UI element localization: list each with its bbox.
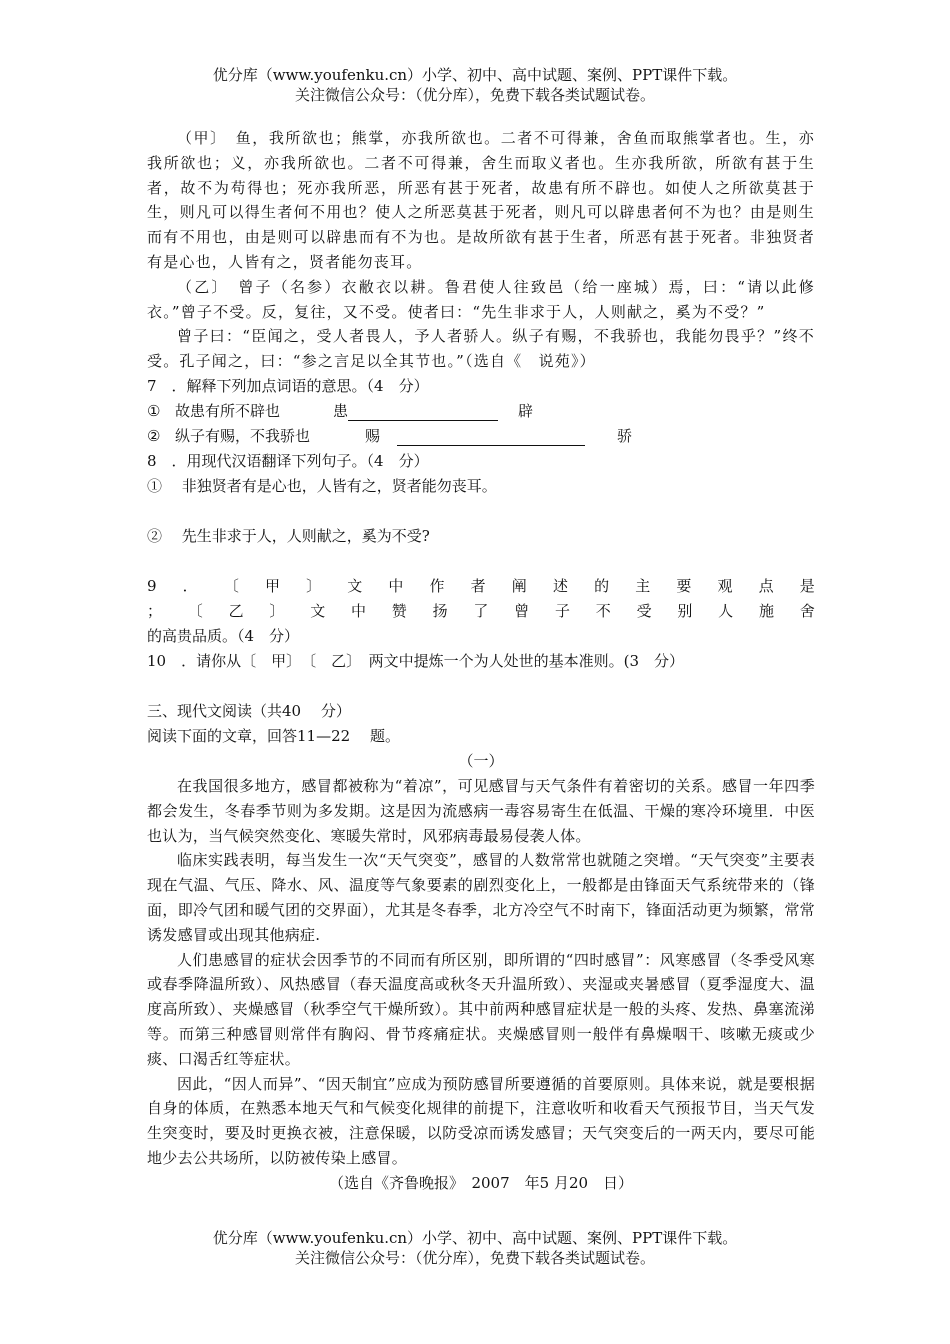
q9-char: 作 bbox=[429, 576, 445, 595]
spacer bbox=[147, 674, 815, 699]
q7-item-1-blank[interactable] bbox=[348, 402, 498, 421]
q10-text: 10 ．请你从〔 甲〕 〔 乙〕 两文中提炼一个为人处世的基本准则。(3 分） bbox=[147, 651, 684, 670]
q9-char: 观 bbox=[717, 576, 733, 595]
header-line-1: 优分库（www.youfenku.cn）小学、初中、高中试题、案例、PPT课件下载。 bbox=[212, 66, 738, 84]
q9-char: 〕 bbox=[269, 601, 285, 620]
section-3-instruction: 阅读下面的文章，回答11—22 题。 bbox=[147, 726, 400, 745]
footer-line-1: 优分库（www.youfenku.cn）小学、初中、高中试题、案例、PPT课件下载。 bbox=[212, 1229, 738, 1247]
q8-answer-space-2[interactable] bbox=[147, 549, 815, 574]
q7-item-2-num: ② bbox=[147, 426, 161, 445]
q7-item-1 bbox=[147, 399, 815, 424]
q9-char: 人 bbox=[718, 601, 734, 620]
q8-title: 8 ．用现代汉语翻译下列句子。（4 分） bbox=[147, 451, 429, 470]
q9-char: 者 bbox=[470, 576, 486, 595]
q9-char: 点 bbox=[758, 576, 774, 595]
q9-char: 扬 bbox=[432, 601, 448, 620]
q9-char: 施 bbox=[758, 601, 774, 620]
q9-line-1 bbox=[147, 574, 815, 599]
q9-char: 曾 bbox=[514, 601, 530, 620]
q9-char: 主 bbox=[635, 576, 651, 595]
page-content bbox=[147, 126, 815, 1196]
q9-char: 别 bbox=[677, 601, 693, 620]
q9-char: 〔 bbox=[223, 576, 239, 595]
passage-jia: （甲〕 鱼，我所欲也；熊掌，亦我所欲也。二者不可得兼，舍鱼而取熊掌者也。生，亦我所欲也；义，亦我所欲也。二者不可得兼，舍生而取义者也。生亦我所欲，所欲有甚于生者，故不为苟得也；死亦我所恶，所恶有甚于死者，故患有所不辟也。如使人之所欲莫甚于生，则凡可以得生者何不用也？使人之所恶莫甚于死者，则凡可以辟患者何不为也？由是则生而有不用也，由是则可以辟患而有不为也。是故所欲有甚于生者，所恶有甚于死者。非独贤者有是心也，人皆有之，贤者能勿丧耳。 bbox=[147, 129, 815, 271]
q8-item-2: ② 先生非求于人，人则献之，奚为不受? bbox=[147, 526, 430, 545]
q9-char: 中 bbox=[350, 601, 366, 620]
header-line-2: 关注微信公众号：（优分库），免费下载各类试题试卷。 bbox=[294, 86, 655, 104]
q9-line-2 bbox=[147, 599, 815, 624]
q9-char: 文 bbox=[310, 601, 326, 620]
q9-char: ； bbox=[147, 601, 163, 620]
section-3-title: 三、现代文阅读（共40 分） bbox=[147, 701, 351, 720]
q7-item-2-blank[interactable] bbox=[397, 427, 585, 446]
q8-item-1: ① 非独贤者有是心也，人皆有之，贤者能勿丧耳。 bbox=[147, 476, 497, 495]
article-paragraph-2: 临床实践表明，每当发生一次“天气突变”，感冒的人数常常也就随之突增。“天气突变”主要表现在气温、气压、降水、风、温度等气象要素的剧烈变化上，一般都是由锋面天气系统带来的（锋面，即冷气团和暖气团的交界面），尤其是冬春季，北方冷空气不时南下，锋面活动更为频繁，常常诱发感冒或出现其他病症. bbox=[147, 851, 815, 944]
q9-char: 要 bbox=[676, 576, 692, 595]
q8-answer-space-1[interactable] bbox=[147, 499, 815, 524]
q9-char: 文 bbox=[347, 576, 363, 595]
q9-char: 子 bbox=[554, 601, 570, 620]
article-source: （选自《齐鲁晚报》 2007 年5 月20 日） bbox=[328, 1173, 634, 1192]
q7-title: 7 ．解释下列加点词语的意思。（4 分） bbox=[147, 376, 429, 395]
q9-char: 的 bbox=[594, 576, 610, 595]
q9-char: ． bbox=[182, 576, 198, 595]
q7-item-2-text: 纵子有赐，不我骄也 bbox=[175, 426, 311, 445]
q7-item-1-word1: 患 bbox=[333, 401, 349, 420]
article-paragraph-3: 人们患感冒的症状会因季节的不同而有所区别，即所谓的“四时感冒”：风寒感冒（冬季受风寒或春季降温所致）、风热感冒（春天温度高或秋冬天升温所致）、夹湿或夹暑感冒（夏季湿度大、温度高所致）、夹燥感冒（秋季空气干燥所致）。其中前两种感冒症状是一般的头疼、发热、鼻塞流涕等。而第三种感冒则常伴有胸闷、骨节疼痛症状。夹燥感冒则一般伴有鼻燥咽干、咳嗽无痰或少痰、口渴舌红等症状。 bbox=[147, 950, 815, 1068]
q9-char: 〕 bbox=[306, 576, 322, 595]
q9-char: 乙 bbox=[228, 601, 244, 620]
q7-item-1-text: 故患有所不辟也 bbox=[175, 401, 281, 420]
q9-char: 中 bbox=[388, 576, 404, 595]
q7-item-1-num: ① bbox=[147, 401, 161, 420]
q9-char: 甲 bbox=[264, 576, 280, 595]
q7-item-1-word2: 辟 bbox=[518, 401, 534, 420]
q9-char: 受 bbox=[636, 601, 652, 620]
passage-yi-2: 曾子曰：“臣闻之，受人者畏人，予人者骄人。纵子有赐，不我骄也，我能勿畏乎？”终不受。孔子闻之，曰：“参之言足以全其节也。”（选自《 说苑》） bbox=[147, 327, 815, 371]
q9-char: 了 bbox=[473, 601, 489, 620]
q9-char: 是 bbox=[799, 576, 815, 595]
q9-line-3: 的高贵品质。（4 分） bbox=[147, 626, 300, 645]
article-paragraph-4: 因此，“因人而异”、“因天制宜”应成为预防感冒所要遵循的首要原则。具体来说，就是要根据自身的体质，在熟悉本地天气和气候变化规律的前提下，注意收听和收看天气预报节目，当天气发生突变时，要及时更换衣被，注意保暖，以防受凉而诱发感冒；天气突变后的一两天内，要尽可能地少去公共场所，以防被传染上感冒。 bbox=[147, 1074, 815, 1167]
q9-char: 阐 bbox=[511, 576, 527, 595]
q9-char: 赞 bbox=[391, 601, 407, 620]
q9-char: 〔 bbox=[187, 601, 203, 620]
passage-yi-1: （乙〕 曾子（名参）衣敝衣以耕。鲁君使人往致邑（给一座城）焉，曰：“请以此修衣。”曾子不受。反，复往，又不受。使者曰：“先生非求于人，人则献之，奚为不受？” bbox=[147, 277, 815, 321]
part-label: （一） bbox=[458, 751, 504, 770]
q7-item-2-word2: 骄 bbox=[617, 426, 633, 445]
q9-char: 不 bbox=[595, 601, 611, 620]
article-paragraph-1: 在我国很多地方，感冒都被称为“着凉”，可见感冒与天气条件有着密切的关系。感冒一年四季都会发生，冬春季节则为多发期。这是因为流感病一毒容易寄生在低温、干燥的寒冷环境里．中医也认为，当气候突然变化、寒暖失常时，风邪病毒最易侵袭人体。 bbox=[147, 776, 815, 845]
q9-char: 述 bbox=[552, 576, 568, 595]
q7-item-2-word1: 赐 bbox=[365, 426, 381, 445]
q7-item-2 bbox=[147, 424, 815, 449]
footer-line-2: 关注微信公众号：（优分库），免费下载各类试题试卷。 bbox=[294, 1249, 655, 1267]
q9-char: 9 bbox=[147, 576, 157, 595]
q9-char: 舍 bbox=[799, 601, 815, 620]
